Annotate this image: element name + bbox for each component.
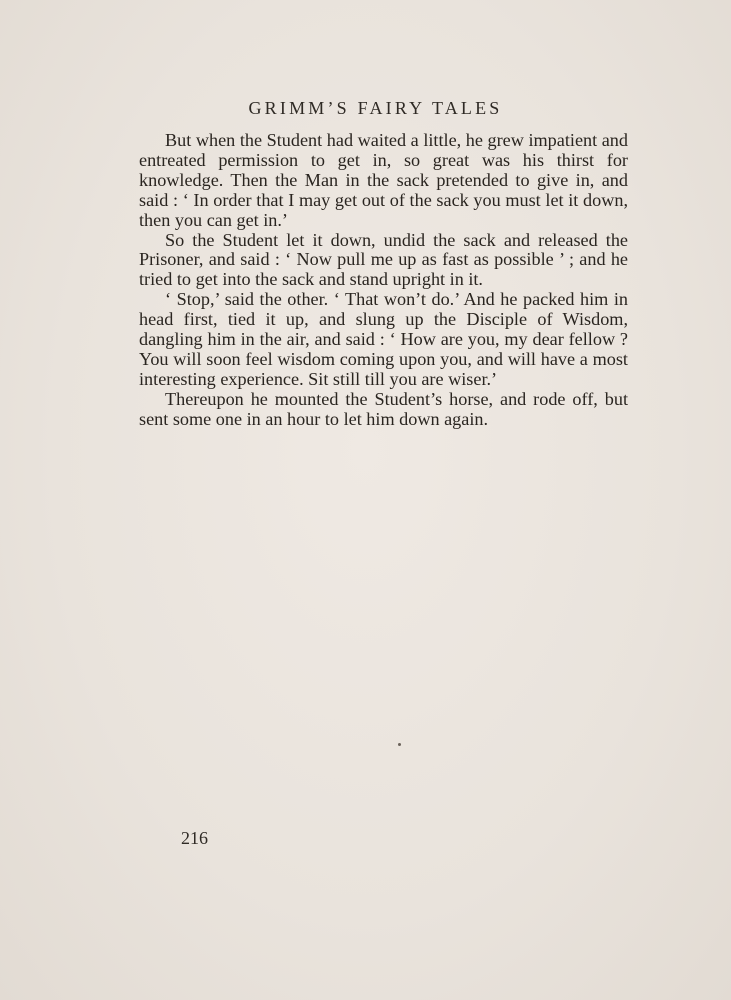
- paragraph: Thereupon he mounted the Student’s horse, and rode off, but sent some one in an hour to let him down again.: [139, 388, 628, 429]
- paragraph: ‘ Stop,’ said the other. ‘ That won’t do.’ And he packed him in head first, tied it up, and slung up the Disciple of Wisdom, dangling him in the air, and said : ‘ How are you, my dear fellow ? You will soon feel wisdom coming upon you, and will have a most interesting experience. Sit still till you are wiser.’: [139, 289, 628, 389]
- running-title: GRIMM’S FAIRY TALES: [248, 98, 503, 118]
- paper-speck: [398, 743, 401, 746]
- page-number: 216: [181, 828, 208, 848]
- paragraph: So the Student let it down, undid the sack and released the Prisoner, and said : ‘ Now pull me up as fast as possible ’ ; and he tried to get into the sack and stand upright in it.: [139, 229, 628, 290]
- paragraph: But when the Student had waited a little, he grew impatient and entreated permission to get in, so great was his thirst for knowledge. Then the Man in the sack pretended to give in, and said : ‘ In order that I may get out of the sack you must let it down, then you can get in.’: [139, 130, 628, 230]
- body-text: [139, 131, 628, 430]
